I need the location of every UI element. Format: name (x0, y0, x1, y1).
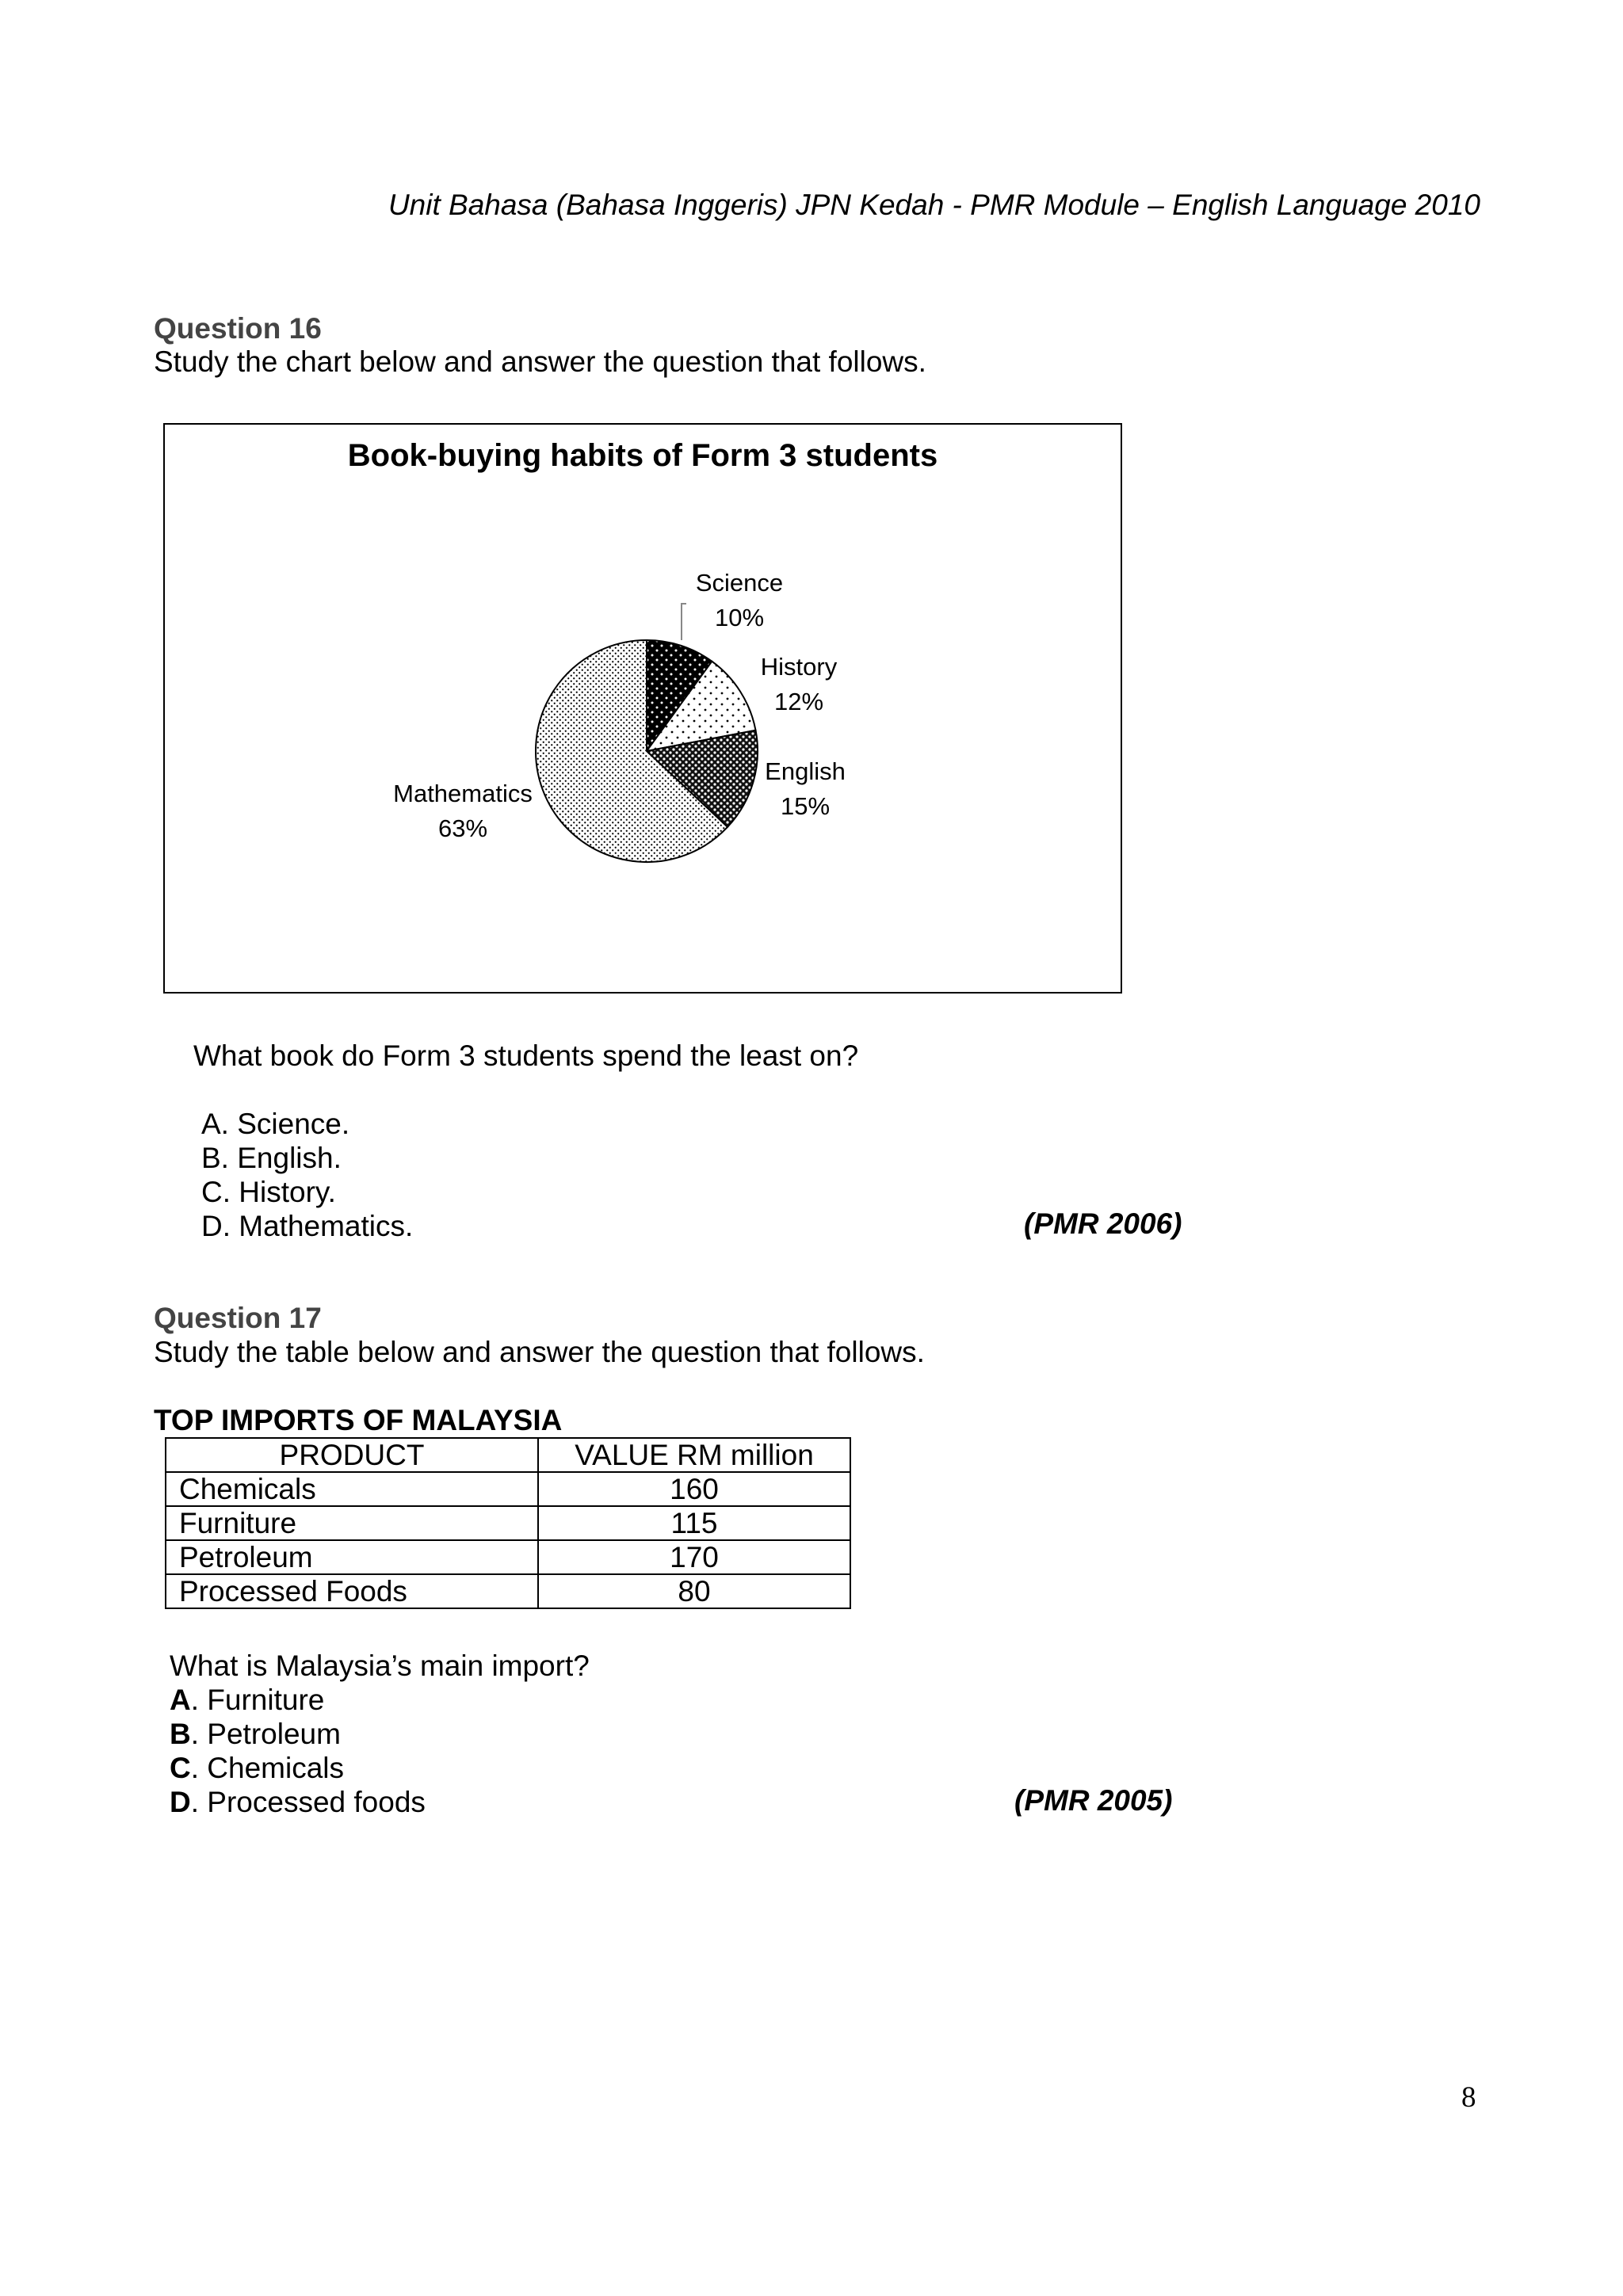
option-letter: D (170, 1786, 191, 1818)
question-17-title: Question 17 (154, 1302, 322, 1334)
pie-chart (165, 425, 1121, 992)
option-c[interactable] (170, 1751, 426, 1785)
leader-line (682, 604, 686, 640)
value-cell: 80 (538, 1574, 850, 1608)
question-17-instruction: Study the table below and answer the question that follows. (154, 1336, 925, 1368)
value-cell: 115 (538, 1506, 850, 1540)
column-header-value: VALUE RM million (538, 1438, 850, 1472)
table-row (166, 1472, 850, 1506)
page-number: 8 (1461, 2081, 1476, 2114)
question-16-title: Question 16 (154, 312, 322, 345)
product-cell: Petroleum (166, 1540, 538, 1574)
pie-slices (536, 640, 758, 862)
table-row (166, 1574, 850, 1608)
option-text: . Chemicals (190, 1752, 345, 1784)
question-16-options (201, 1107, 413, 1243)
question-17-text: What is Malaysia’s main import? (170, 1650, 590, 1682)
option-text: . Furniture (190, 1684, 325, 1716)
slice-label-category: History (760, 653, 838, 681)
slice-label-category: English (765, 757, 846, 785)
option-a[interactable]: A. Science. (201, 1108, 350, 1140)
slice-label-percent: 15% (780, 792, 831, 820)
product-cell: Furniture (166, 1506, 538, 1540)
option-d[interactable] (170, 1785, 426, 1819)
slice-label-category: Science (695, 569, 784, 597)
table-row (166, 1540, 850, 1574)
table-row (166, 1506, 850, 1540)
page-header: Unit Bahasa (Bahasa Inggeris) JPN Kedah - PMR Module – English Language 2010 (388, 189, 1480, 221)
option-c[interactable]: C. History. (201, 1176, 336, 1208)
option-b[interactable]: B. English. (201, 1142, 342, 1174)
question-16-instruction: Study the chart below and answer the question that follows. (154, 345, 926, 378)
option-letter: C (170, 1752, 191, 1784)
slice-label-percent: 63% (437, 814, 488, 842)
product-cell: Chemicals (166, 1472, 538, 1506)
table-title: TOP IMPORTS OF MALAYSIA (154, 1404, 563, 1436)
chart-title: Book-buying habits of Form 3 students (347, 438, 938, 473)
table-header-row (166, 1438, 850, 1472)
option-b[interactable] (170, 1717, 426, 1751)
slice-label-percent: 10% (714, 604, 765, 631)
question-17-source: (PMR 2005) (1014, 1784, 1173, 1817)
option-letter: A (170, 1684, 191, 1716)
value-cell: 160 (538, 1472, 850, 1506)
pie-chart-frame (163, 423, 1122, 994)
option-text: . Petroleum (190, 1718, 341, 1750)
column-header-product: PRODUCT (166, 1438, 538, 1472)
imports-table (165, 1437, 851, 1609)
question-17-options (170, 1683, 426, 1819)
option-text: . Processed foods (190, 1786, 426, 1818)
question-16-text: What book do Form 3 students spend the least on? (193, 1039, 859, 1072)
option-a[interactable] (170, 1683, 426, 1717)
slice-label-percent: 12% (773, 688, 824, 715)
option-letter: B (170, 1718, 191, 1750)
product-cell: Processed Foods (166, 1574, 538, 1608)
slice-label-category: Mathematics (393, 780, 533, 807)
value-cell: 170 (538, 1540, 850, 1574)
question-16-source: (PMR 2006) (1024, 1207, 1182, 1240)
option-d[interactable]: D. Mathematics. (201, 1210, 414, 1242)
